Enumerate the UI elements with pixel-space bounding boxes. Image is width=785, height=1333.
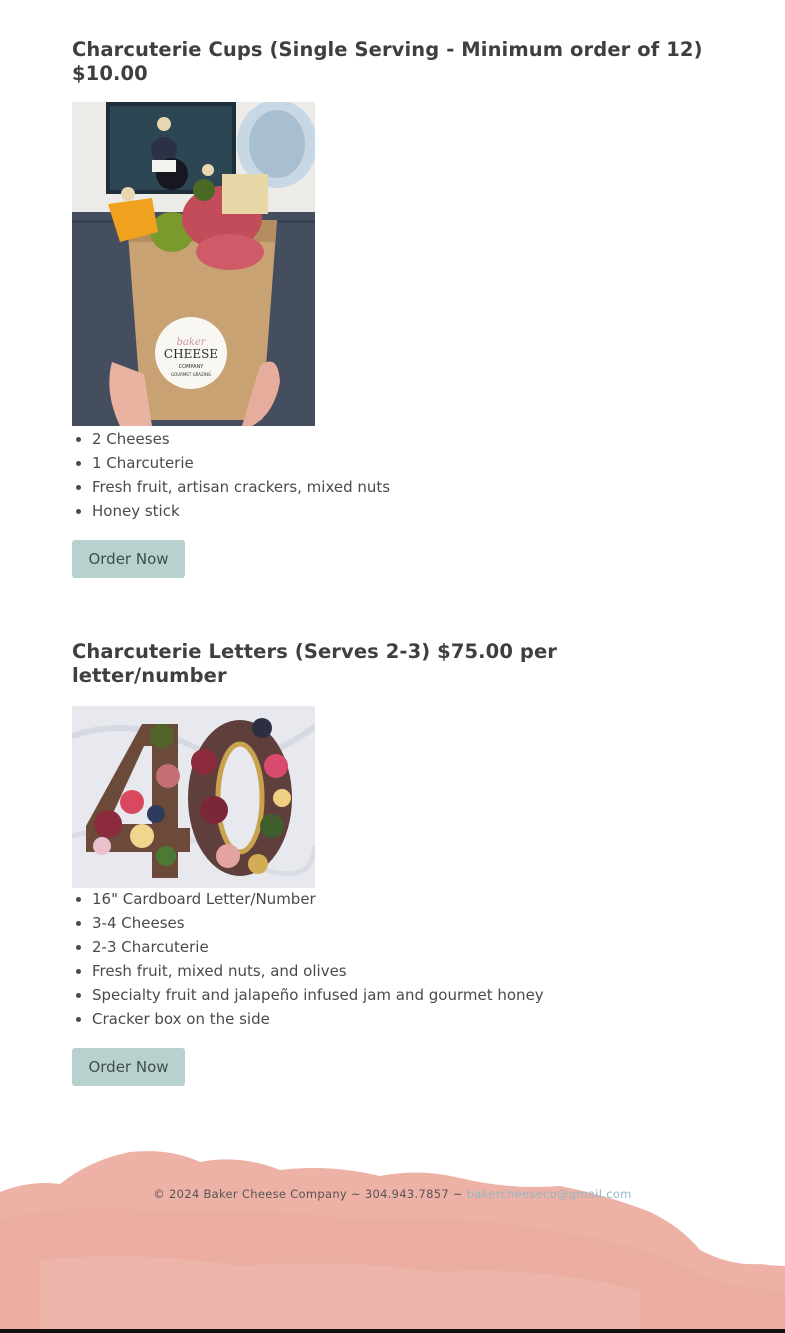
product-charcuterie-cups	[72, 38, 712, 578]
svg-text:COMPANY: COMPANY	[178, 364, 204, 370]
list-item: • Honey stick	[92, 499, 712, 523]
list-item: • 2 Cheeses	[92, 427, 712, 451]
list-item: • 1 Charcuterie	[92, 451, 712, 475]
product-image-charcuterie-cup	[72, 102, 315, 426]
feature-list	[72, 887, 712, 1031]
footer-copyright	[0, 1187, 785, 1201]
product-image-charcuterie-letters	[72, 706, 315, 888]
svg-text:GOURMET GRAZING: GOURMET GRAZING	[170, 372, 212, 377]
product-title: Charcuterie Cups (Single Serving - Minimum order of 12) $10.00	[72, 38, 703, 85]
svg-text:CHEESE: CHEESE	[163, 347, 219, 361]
list-item: • Cracker box on the side	[92, 1007, 712, 1031]
copyright-text: © 2024 Baker Cheese Company ~ 304.943.7857 ~	[153, 1187, 467, 1201]
product-charcuterie-letters	[72, 640, 712, 1086]
list-item: • Specialty fruit and jalapeño infused jam and gourmet honey	[92, 983, 712, 1007]
list-item: • 2-3 Charcuterie	[92, 935, 712, 959]
email-link[interactable]: bakercheeseco@gmail.com	[466, 1187, 632, 1201]
list-item: • Fresh fruit, artisan crackers, mixed nuts	[92, 475, 712, 499]
list-item: • Fresh fruit, mixed nuts, and olives	[92, 959, 712, 983]
order-now-button[interactable]: Order Now	[72, 540, 185, 578]
footer-watercolor-background	[0, 1140, 785, 1333]
product-title: Charcuterie Letters (Serves 2-3) $75.00 per letter/number	[72, 640, 558, 687]
order-now-button[interactable]: Order Now	[72, 1048, 185, 1086]
list-item: • 3-4 Cheeses	[92, 911, 712, 935]
svg-text:baker: baker	[176, 337, 206, 348]
feature-list	[72, 427, 712, 523]
bottom-border	[0, 1329, 785, 1333]
list-item: • 16" Cardboard Letter/Number	[92, 887, 712, 911]
footer	[0, 1140, 785, 1333]
